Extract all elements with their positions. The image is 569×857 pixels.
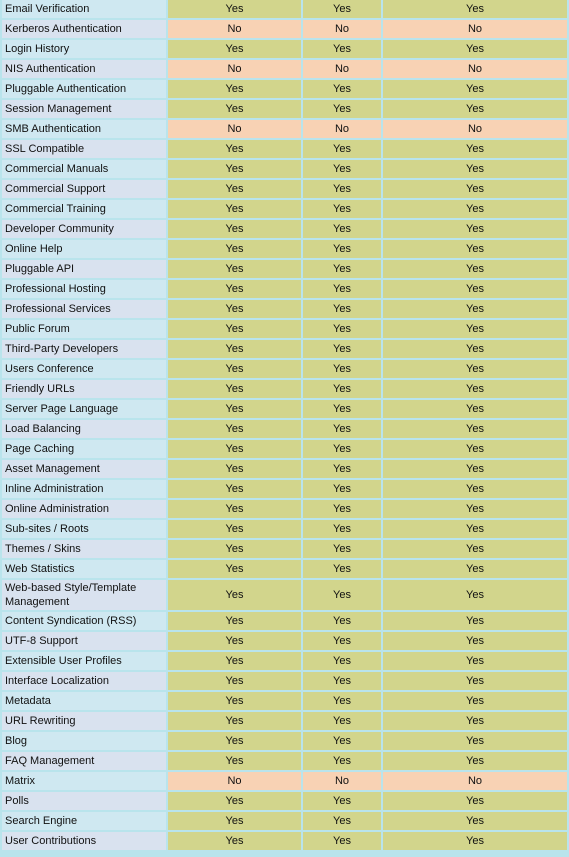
value-cell: No: [383, 20, 567, 38]
value-cell: Yes: [383, 0, 567, 18]
table-row: [2, 580, 567, 610]
value-cell: Yes: [303, 652, 381, 670]
value-cell: Yes: [168, 0, 301, 18]
value-cell: Yes: [383, 460, 567, 478]
value-cell: Yes: [168, 340, 301, 358]
table-row: [2, 240, 567, 258]
value-cell: Yes: [168, 180, 301, 198]
value-cell: Yes: [383, 220, 567, 238]
value-cell: Yes: [383, 732, 567, 750]
value-cell: Yes: [383, 712, 567, 730]
feature-name-cell: Commercial Manuals: [2, 160, 166, 178]
value-cell: Yes: [303, 632, 381, 650]
value-cell: Yes: [383, 480, 567, 498]
value-cell: Yes: [383, 560, 567, 578]
table-row: [2, 632, 567, 650]
table-row: [2, 772, 567, 790]
value-cell: Yes: [383, 180, 567, 198]
value-cell: Yes: [168, 560, 301, 578]
feature-name-cell: SSL Compatible: [2, 140, 166, 158]
feature-name-cell: Blog: [2, 732, 166, 750]
value-cell: Yes: [303, 460, 381, 478]
value-cell: Yes: [303, 260, 381, 278]
table-row: [2, 0, 567, 18]
value-cell: Yes: [383, 752, 567, 770]
value-cell: Yes: [383, 612, 567, 630]
value-cell: Yes: [303, 580, 381, 610]
table-row: [2, 140, 567, 158]
value-cell: Yes: [303, 180, 381, 198]
table-row: [2, 652, 567, 670]
value-cell: Yes: [303, 360, 381, 378]
value-cell: Yes: [303, 200, 381, 218]
value-cell: Yes: [168, 480, 301, 498]
table-row: [2, 500, 567, 518]
table-row: [2, 712, 567, 730]
feature-name-cell: Session Management: [2, 100, 166, 118]
feature-name-cell: Commercial Training: [2, 200, 166, 218]
value-cell: Yes: [303, 692, 381, 710]
value-cell: Yes: [303, 540, 381, 558]
value-cell: No: [168, 20, 301, 38]
value-cell: Yes: [383, 100, 567, 118]
value-cell: Yes: [303, 752, 381, 770]
table-row: [2, 380, 567, 398]
value-cell: No: [383, 60, 567, 78]
value-cell: Yes: [168, 540, 301, 558]
value-cell: Yes: [383, 632, 567, 650]
table-row: [2, 732, 567, 750]
value-cell: Yes: [168, 280, 301, 298]
value-cell: Yes: [168, 260, 301, 278]
value-cell: Yes: [303, 80, 381, 98]
value-cell: Yes: [168, 732, 301, 750]
table-row: [2, 220, 567, 238]
feature-name-cell: SMB Authentication: [2, 120, 166, 138]
table-row: [2, 560, 567, 578]
value-cell: Yes: [303, 280, 381, 298]
table-row: [2, 20, 567, 38]
feature-name-cell: Pluggable Authentication: [2, 80, 166, 98]
value-cell: Yes: [383, 140, 567, 158]
table-row: [2, 440, 567, 458]
value-cell: Yes: [303, 440, 381, 458]
value-cell: Yes: [168, 712, 301, 730]
table-row: [2, 540, 567, 558]
feature-name-cell: Pluggable API: [2, 260, 166, 278]
table-row: [2, 40, 567, 58]
value-cell: Yes: [383, 40, 567, 58]
value-cell: Yes: [303, 812, 381, 830]
value-cell: Yes: [383, 320, 567, 338]
value-cell: Yes: [383, 160, 567, 178]
feature-name-cell: Inline Administration: [2, 480, 166, 498]
value-cell: Yes: [383, 520, 567, 538]
value-cell: Yes: [383, 280, 567, 298]
value-cell: Yes: [383, 200, 567, 218]
value-cell: Yes: [383, 80, 567, 98]
table-row: [2, 200, 567, 218]
table-row: [2, 480, 567, 498]
value-cell: Yes: [303, 160, 381, 178]
value-cell: Yes: [168, 520, 301, 538]
feature-name-cell: FAQ Management: [2, 752, 166, 770]
table-row: [2, 360, 567, 378]
value-cell: Yes: [383, 300, 567, 318]
feature-name-cell: Friendly URLs: [2, 380, 166, 398]
value-cell: Yes: [303, 400, 381, 418]
value-cell: No: [383, 120, 567, 138]
value-cell: No: [303, 120, 381, 138]
value-cell: Yes: [383, 240, 567, 258]
table-row: [2, 280, 567, 298]
feature-name-cell: Search Engine: [2, 812, 166, 830]
table-row: [2, 180, 567, 198]
value-cell: Yes: [383, 440, 567, 458]
value-cell: Yes: [168, 200, 301, 218]
value-cell: Yes: [303, 420, 381, 438]
value-cell: Yes: [383, 652, 567, 670]
feature-name-cell: Content Syndication (RSS): [2, 612, 166, 630]
feature-name-cell: Polls: [2, 792, 166, 810]
value-cell: Yes: [383, 832, 567, 850]
value-cell: Yes: [303, 732, 381, 750]
value-cell: Yes: [303, 672, 381, 690]
feature-name-cell: Third-Party Developers: [2, 340, 166, 358]
feature-name-cell: UTF-8 Support: [2, 632, 166, 650]
value-cell: Yes: [168, 632, 301, 650]
table-row: [2, 60, 567, 78]
feature-name-cell: Sub-sites / Roots: [2, 520, 166, 538]
value-cell: Yes: [383, 420, 567, 438]
value-cell: Yes: [383, 340, 567, 358]
value-cell: Yes: [168, 420, 301, 438]
value-cell: Yes: [383, 692, 567, 710]
table-row: [2, 320, 567, 338]
table-row: [2, 612, 567, 630]
feature-name-cell: Web Statistics: [2, 560, 166, 578]
value-cell: Yes: [303, 612, 381, 630]
table-body: [2, 0, 567, 850]
feature-name-cell: Kerberos Authentication: [2, 20, 166, 38]
value-cell: Yes: [383, 260, 567, 278]
table-row: [2, 672, 567, 690]
table-row: [2, 260, 567, 278]
feature-name-cell: Professional Services: [2, 300, 166, 318]
value-cell: Yes: [303, 520, 381, 538]
feature-name-cell: Web-based Style/Template Management: [2, 580, 166, 610]
value-cell: Yes: [303, 40, 381, 58]
value-cell: Yes: [383, 812, 567, 830]
feature-name-cell: Themes / Skins: [2, 540, 166, 558]
feature-name-cell: Online Administration: [2, 500, 166, 518]
table-row: [2, 120, 567, 138]
value-cell: Yes: [168, 812, 301, 830]
value-cell: Yes: [303, 480, 381, 498]
value-cell: No: [303, 60, 381, 78]
feature-name-cell: Server Page Language: [2, 400, 166, 418]
value-cell: Yes: [303, 792, 381, 810]
table-row: [2, 100, 567, 118]
feature-name-cell: NIS Authentication: [2, 60, 166, 78]
table-row: [2, 692, 567, 710]
value-cell: Yes: [168, 400, 301, 418]
value-cell: Yes: [168, 380, 301, 398]
feature-name-cell: Login History: [2, 40, 166, 58]
value-cell: Yes: [303, 712, 381, 730]
feature-name-cell: Metadata: [2, 692, 166, 710]
value-cell: Yes: [168, 360, 301, 378]
feature-name-cell: Online Help: [2, 240, 166, 258]
value-cell: Yes: [303, 0, 381, 18]
value-cell: Yes: [168, 652, 301, 670]
feature-name-cell: Interface Localization: [2, 672, 166, 690]
value-cell: Yes: [168, 692, 301, 710]
feature-name-cell: Page Caching: [2, 440, 166, 458]
value-cell: Yes: [383, 540, 567, 558]
value-cell: Yes: [303, 500, 381, 518]
value-cell: Yes: [383, 672, 567, 690]
value-cell: Yes: [168, 792, 301, 810]
value-cell: Yes: [303, 240, 381, 258]
table-row: [2, 812, 567, 830]
feature-name-cell: Asset Management: [2, 460, 166, 478]
value-cell: Yes: [168, 40, 301, 58]
table-row: [2, 460, 567, 478]
value-cell: Yes: [168, 832, 301, 850]
feature-name-cell: Public Forum: [2, 320, 166, 338]
value-cell: Yes: [168, 220, 301, 238]
feature-name-cell: Extensible User Profiles: [2, 652, 166, 670]
value-cell: Yes: [303, 140, 381, 158]
value-cell: Yes: [303, 560, 381, 578]
value-cell: Yes: [383, 500, 567, 518]
value-cell: Yes: [168, 672, 301, 690]
value-cell: Yes: [168, 140, 301, 158]
value-cell: Yes: [168, 460, 301, 478]
value-cell: Yes: [383, 580, 567, 610]
table-row: [2, 752, 567, 770]
value-cell: Yes: [168, 320, 301, 338]
value-cell: Yes: [303, 380, 381, 398]
value-cell: Yes: [383, 400, 567, 418]
value-cell: Yes: [168, 160, 301, 178]
table-row: [2, 520, 567, 538]
value-cell: Yes: [168, 580, 301, 610]
feature-name-cell: Load Balancing: [2, 420, 166, 438]
value-cell: Yes: [303, 220, 381, 238]
feature-name-cell: Email Verification: [2, 0, 166, 18]
feature-name-cell: Users Conference: [2, 360, 166, 378]
feature-name-cell: User Contributions: [2, 832, 166, 850]
value-cell: No: [303, 772, 381, 790]
value-cell: Yes: [303, 832, 381, 850]
value-cell: No: [303, 20, 381, 38]
value-cell: Yes: [168, 100, 301, 118]
feature-name-cell: URL Rewriting: [2, 712, 166, 730]
value-cell: Yes: [168, 80, 301, 98]
value-cell: Yes: [168, 300, 301, 318]
table-row: [2, 400, 567, 418]
value-cell: Yes: [168, 752, 301, 770]
value-cell: Yes: [303, 300, 381, 318]
value-cell: No: [168, 772, 301, 790]
table-row: [2, 160, 567, 178]
feature-name-cell: Commercial Support: [2, 180, 166, 198]
value-cell: Yes: [168, 240, 301, 258]
value-cell: Yes: [303, 100, 381, 118]
value-cell: Yes: [383, 792, 567, 810]
feature-name-cell: Matrix: [2, 772, 166, 790]
value-cell: No: [168, 60, 301, 78]
table-row: [2, 420, 567, 438]
value-cell: Yes: [168, 440, 301, 458]
table-row: [2, 832, 567, 850]
feature-name-cell: Developer Community: [2, 220, 166, 238]
value-cell: No: [383, 772, 567, 790]
value-cell: Yes: [383, 380, 567, 398]
value-cell: Yes: [303, 340, 381, 358]
table-row: [2, 300, 567, 318]
table-row: [2, 80, 567, 98]
value-cell: Yes: [168, 612, 301, 630]
table-row: [2, 792, 567, 810]
value-cell: Yes: [383, 360, 567, 378]
value-cell: Yes: [168, 500, 301, 518]
feature-name-cell: Professional Hosting: [2, 280, 166, 298]
value-cell: No: [168, 120, 301, 138]
table-row: [2, 340, 567, 358]
value-cell: Yes: [303, 320, 381, 338]
